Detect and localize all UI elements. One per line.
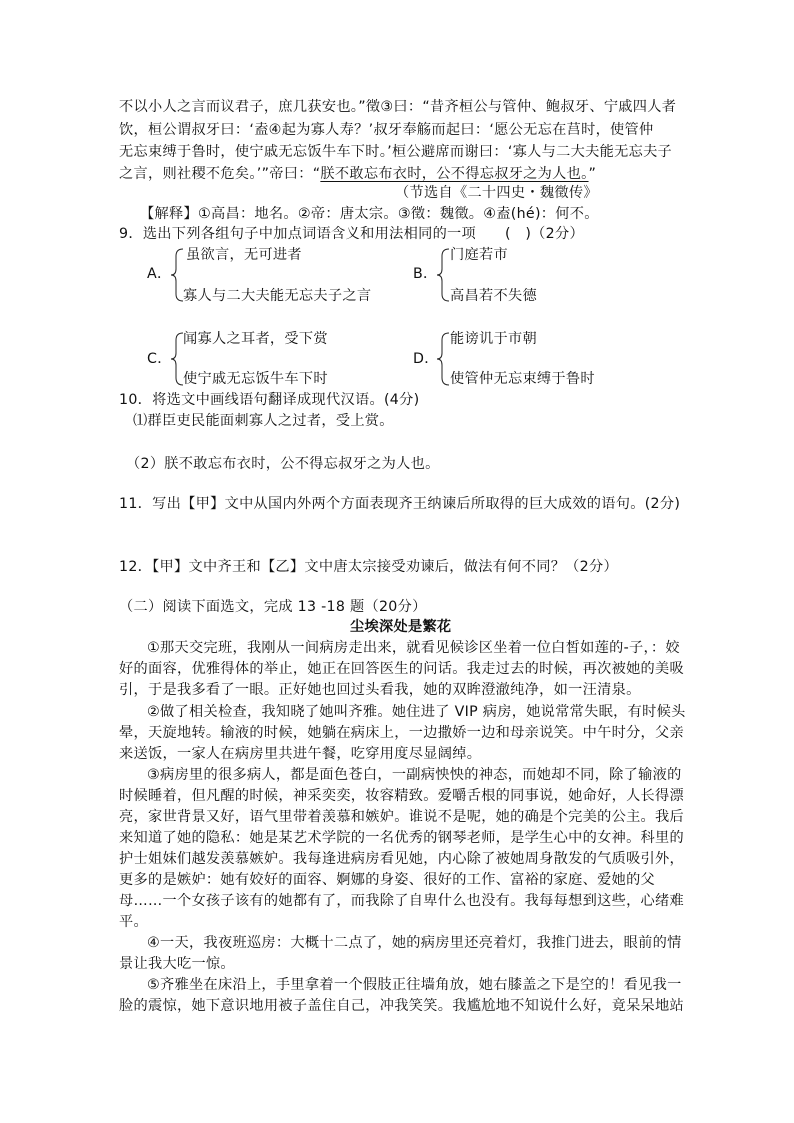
q9-d-sentence-2: 使管仲无忘束缚于鲁时	[450, 371, 595, 387]
article-line: 更多的是嫉妒：她有姣好的面容、婀娜的身姿、很好的工作、富裕的家庭、爱她的父	[119, 872, 656, 888]
q9-option-c-label: C．	[147, 351, 172, 367]
passage-line-3: 无忘束缚于鲁时，使宁戚无忘饭牛车下时。’桓公避席而谢曰：‘寡人与二大夫能无忘夫子	[119, 144, 673, 160]
article-line: 好的面容，优雅得体的举止，她正在回答医生的问话。我走过去的时候，再次被她的美吸	[119, 661, 685, 677]
passage-line-2: 饮，桓公谓叔牙曰：‘盍④起为寡人寿？’叔牙奉觞而起曰：‘愿公无忘在莒时，使管仲	[119, 122, 654, 138]
q10-stem: 10．将选文中画线语句翻译成现代汉语。(4分)	[119, 392, 420, 408]
article-line: 时候睡着，但凡醒的时候，神采奕奕，妆容精致。爱嚼舌根的同事说，她命好，人长得漂	[119, 788, 685, 804]
article-line: 景让我大吃一惊。	[119, 956, 235, 972]
q12-stem: 12．【甲】文中齐王和【乙】文中唐太宗接受劝谏后，做法有何不同？（2分）	[119, 559, 618, 575]
article-line: 引，于是我多看了一眼。正好她也回过头看我，她的双眸澄澈纯净，如一汪清泉。	[119, 682, 641, 698]
q9-a-sentence-2: 寡人与二大夫能无忘夫子之言	[183, 288, 372, 304]
article-line: 母……一个女孩子该有的她都有了，而我除了自卑什么也没有。我每每想到这些，心绪难	[119, 893, 685, 909]
brace-a	[170, 248, 184, 302]
brace-c	[170, 332, 184, 386]
section-2-heading: （二）阅读下面选文，完成 13 -18 题（20分）	[119, 599, 427, 615]
article-line: ①那天交完班，我刚从一间病房走出来，就看见候诊区坐着一位白皙如莲的-子，：姣	[147, 640, 680, 656]
article-line: 脸的震惊，她下意识地用被子盖住自己，冲我笑笑。我尴尬地不知说什么好，竟呆呆地站	[119, 998, 685, 1014]
article-line: 护士姐妹们越发羡慕嫉妒。我每逢进病房看见她，内心除了被她周身散发的气质吸引外，	[119, 851, 685, 867]
q9-a-sentence-1: 虽欲言，无可进者	[186, 247, 302, 263]
article-line: 来知道了她的隐私：她是某艺术学院的一名优秀的钢琴老师，是学生心中的女神。科里的	[119, 830, 685, 846]
article-line: 来送饭，一家人在病房里共进午餐，吃穿用度尽显阔绰。	[119, 746, 482, 762]
q9-d-sentence-1: 能谤讥于市朝	[450, 331, 537, 347]
q10-sentence-2: （2）朕不敢忘布衣时，公不得忘叔牙之为人也。	[126, 456, 440, 472]
q9-b-sentence-2: 高昌若不失德	[450, 288, 537, 304]
annotation-note: 【解释】①高昌：地名。②帝：唐太宗。③徵：魏徵。④盍(hé)：何不。	[140, 206, 599, 222]
article-line: 亮，家世背景又好，语气里带着羡慕和嫉妒。谁说不是呢，她的确是个完美的公主。我后	[119, 809, 685, 825]
closing-quote: ”	[588, 166, 597, 182]
article-title: 尘埃深处是繁花	[350, 619, 452, 635]
q11-stem: 11．写出【甲】文中从国内外两个方面表现齐王纳谏后所取得的巨大成效的语句。(2分)	[119, 496, 681, 512]
q9-option-d-label: D．	[413, 351, 439, 367]
q9-option-a-label: A．	[147, 266, 172, 282]
q9-b-sentence-1: 门庭若市	[450, 247, 508, 263]
article-line: 平。	[119, 914, 148, 930]
article-line: ⑤齐雅坐在床沿上，手里拿着一个假肢正往墙角放，她右膝盖之下是空的！看见我一	[147, 977, 682, 993]
q9-option-b-label: B．	[413, 266, 438, 282]
q10-sentence-1: ⑴群臣吏民能面刺寡人之过者，受上赏。	[133, 413, 394, 429]
q9-c-sentence-1: 闻寡人之耳者，受下赏	[183, 331, 328, 347]
q9-stem: 9．选出下列各组句子中加点词语含义和用法相同的一项 ( )（2分）	[119, 226, 584, 242]
q9-c-sentence-2: 使宁戚无忘饭牛车下时	[183, 371, 328, 387]
article-line: ④一天，我夜班巡房：大概十二点了，她的病房里还亮着灯，我推门进去，眼前的情	[147, 935, 682, 951]
article-line: ③病房里的很多病人，都是面色苍白，一副病怏怏的神态，而她却不同，除了输液的	[147, 767, 682, 783]
article-line: ②做了相关检查，我知晓了她叫齐雅。她住进了 VIP 病房，她说常常失眠，有时候头	[147, 704, 686, 720]
article-line: 晕，天旋地转。输液的时候，她躺在病床上，一边撒娇一边和母亲说笑。中午时分，父亲	[119, 725, 685, 741]
passage-line-4-text: 之言，则社稷不危矣。’”帝曰：“	[119, 166, 321, 182]
brace-b	[436, 248, 450, 302]
brace-d	[436, 332, 450, 386]
passage-line-1: 不以小人之言而议君子，庶几获安也。”徵③曰：“昔齐桓公与管仲、鲍叔牙、宁戚四人者	[119, 99, 677, 115]
underlined-sentence: 朕不敢忘布衣时，公不得忘叔牙之为人也。	[320, 166, 589, 182]
passage-source: （节选自《二十四史・魏徵传》	[395, 185, 598, 201]
passage-line-4	[119, 164, 596, 184]
